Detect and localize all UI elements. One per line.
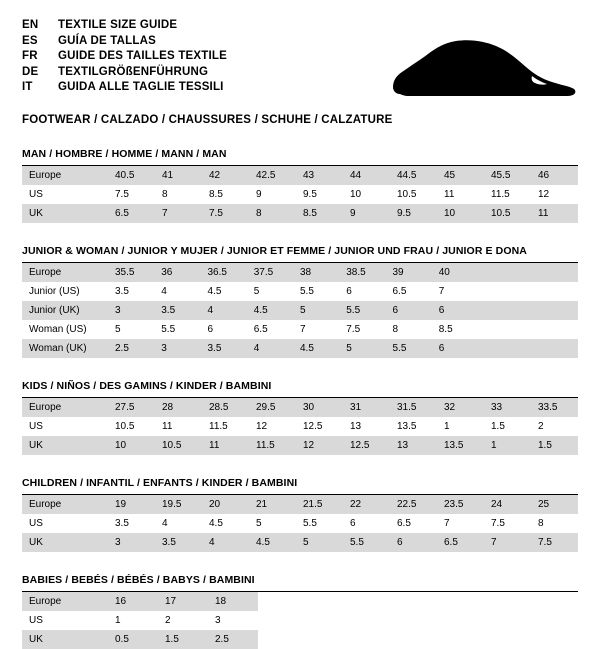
cell: 1 — [484, 436, 531, 455]
cell: 24 — [484, 495, 531, 514]
section-children — [22, 477, 578, 552]
cell: 11.5 — [202, 417, 249, 436]
table-row — [22, 282, 578, 301]
cell: 45.5 — [484, 166, 531, 185]
cell: 5.5 — [343, 533, 390, 552]
cell: 5 — [249, 514, 296, 533]
cell: 39 — [386, 263, 432, 282]
size-table-children — [22, 495, 578, 552]
cell: 30 — [296, 398, 343, 417]
language-title: GUÍA DE TALLAS — [58, 34, 156, 47]
row-label: US — [22, 417, 108, 436]
language-code: ES — [22, 34, 38, 47]
section-title: BABIES / BEBÉS / BÉBÉS / BABYS / BAMBINI — [22, 574, 578, 592]
cell-empty — [258, 630, 578, 649]
row-label: Europe — [22, 398, 108, 417]
cell: 8 — [155, 185, 202, 204]
cell-empty — [478, 339, 578, 358]
table-row — [22, 204, 578, 223]
cell: 1.5 — [531, 436, 578, 455]
cell: 2 — [531, 417, 578, 436]
cell: 44 — [343, 166, 390, 185]
language-code: DE — [22, 65, 39, 78]
language-title: TEXTILGRÖßENFÜHRUNG — [58, 65, 209, 78]
cell: 29.5 — [249, 398, 296, 417]
cell: 1.5 — [158, 630, 208, 649]
cell: 10 — [108, 436, 155, 455]
cell: 6 — [432, 339, 478, 358]
cell: 6 — [201, 320, 247, 339]
cell: 7 — [293, 320, 339, 339]
cell: 1 — [108, 611, 158, 630]
cell: 41 — [155, 166, 202, 185]
cell: 11.5 — [249, 436, 296, 455]
row-label: UK — [22, 630, 108, 649]
page-header — [22, 18, 578, 126]
table-row — [22, 436, 578, 455]
cell: 5.5 — [386, 339, 432, 358]
cell: 35.5 — [108, 263, 154, 282]
cell: 4 — [154, 282, 200, 301]
cell-empty — [258, 592, 578, 611]
cell: 40 — [432, 263, 478, 282]
row-label: US — [22, 611, 108, 630]
cell: 46 — [531, 166, 578, 185]
size-table-junior-woman — [22, 263, 578, 358]
size-table-man — [22, 166, 578, 223]
cell: 18 — [208, 592, 258, 611]
cell: 7.5 — [202, 204, 249, 223]
cell: 11 — [155, 417, 202, 436]
cell: 6.5 — [108, 204, 155, 223]
cell: 1 — [437, 417, 484, 436]
cell: 4.5 — [293, 339, 339, 358]
row-label: UK — [22, 436, 108, 455]
language-row — [22, 65, 227, 81]
table-row — [22, 398, 578, 417]
cell-empty — [258, 611, 578, 630]
cell-empty — [478, 282, 578, 301]
cell: 3 — [208, 611, 258, 630]
cell: 11 — [437, 185, 484, 204]
table-row — [22, 339, 578, 358]
section-kids — [22, 380, 578, 455]
cell: 42 — [202, 166, 249, 185]
row-label: Europe — [22, 263, 108, 282]
cell: 37.5 — [247, 263, 293, 282]
cell: 13.5 — [390, 417, 437, 436]
row-label: US — [22, 185, 108, 204]
cell: 3.5 — [108, 514, 155, 533]
cell: 43 — [296, 166, 343, 185]
cell: 7 — [155, 204, 202, 223]
cell: 11 — [531, 204, 578, 223]
cell: 12 — [531, 185, 578, 204]
cell: 4.5 — [201, 282, 247, 301]
cell: 19.5 — [155, 495, 202, 514]
cell: 45 — [437, 166, 484, 185]
cell: 5.5 — [293, 282, 339, 301]
cell: 7.5 — [484, 514, 531, 533]
cell: 44.5 — [390, 166, 437, 185]
section-title: CHILDREN / INFANTIL / ENFANTS / KINDER / BAMBINI — [22, 477, 578, 495]
section-title: JUNIOR & WOMAN / JUNIOR Y MUJER / JUNIOR ET FEMME / JUNIOR UND FRAU / JUNIOR E DONA — [22, 245, 578, 263]
cell: 7 — [484, 533, 531, 552]
cell: 21 — [249, 495, 296, 514]
cell: 10.5 — [108, 417, 155, 436]
row-label: UK — [22, 533, 108, 552]
cell: 32 — [437, 398, 484, 417]
cell: 6 — [343, 514, 390, 533]
language-code: EN — [22, 19, 39, 31]
dress-shoe-icon — [386, 38, 576, 102]
cell: 5.5 — [296, 514, 343, 533]
language-row — [22, 18, 227, 34]
cell: 8.5 — [296, 204, 343, 223]
table-row — [22, 185, 578, 204]
cell: 3 — [108, 533, 155, 552]
cell: 10.5 — [155, 436, 202, 455]
cell: 8 — [386, 320, 432, 339]
cell: 38.5 — [339, 263, 385, 282]
cell: 10.5 — [484, 204, 531, 223]
cell: 2 — [158, 611, 208, 630]
cell: 5 — [247, 282, 293, 301]
cell: 6.5 — [386, 282, 432, 301]
cell: 13 — [343, 417, 390, 436]
cell: 5.5 — [339, 301, 385, 320]
cell: 6 — [386, 301, 432, 320]
cell: 6.5 — [437, 533, 484, 552]
cell: 7.5 — [108, 185, 155, 204]
cell: 4 — [155, 514, 202, 533]
cell: 5 — [339, 339, 385, 358]
cell: 7.5 — [339, 320, 385, 339]
cell: 22 — [343, 495, 390, 514]
cell: 4.5 — [249, 533, 296, 552]
cell: 6.5 — [247, 320, 293, 339]
cell: 3 — [108, 301, 154, 320]
row-label: Woman (UK) — [22, 339, 108, 358]
table-row — [22, 263, 578, 282]
cell: 11.5 — [484, 185, 531, 204]
row-label: Woman (US) — [22, 320, 108, 339]
cell: 33.5 — [531, 398, 578, 417]
cell: 36.5 — [201, 263, 247, 282]
cell: 25 — [531, 495, 578, 514]
language-row — [22, 34, 227, 50]
row-label: Europe — [22, 592, 108, 611]
section-title: KIDS / NIÑOS / DES GAMINS / KINDER / BAMBINI — [22, 380, 578, 398]
row-label: Junior (US) — [22, 282, 108, 301]
section-babies — [22, 574, 578, 649]
row-label: UK — [22, 204, 108, 223]
cell: 6 — [339, 282, 385, 301]
cell: 3.5 — [155, 533, 202, 552]
cell: 5 — [293, 301, 339, 320]
cell: 13.5 — [437, 436, 484, 455]
table-row — [22, 611, 578, 630]
cell: 36 — [154, 263, 200, 282]
cell-empty — [478, 263, 578, 282]
cell: 7 — [437, 514, 484, 533]
cell: 10 — [437, 204, 484, 223]
cell: 40.5 — [108, 166, 155, 185]
cell: 8.5 — [202, 185, 249, 204]
cell: 22.5 — [390, 495, 437, 514]
size-table-kids — [22, 398, 578, 455]
table-row — [22, 592, 578, 611]
cell: 12 — [249, 417, 296, 436]
row-label: US — [22, 514, 108, 533]
cell: 2.5 — [208, 630, 258, 649]
row-label: Europe — [22, 495, 108, 514]
cell: 16 — [108, 592, 158, 611]
language-row — [22, 49, 227, 65]
cell: 33 — [484, 398, 531, 417]
cell: 20 — [202, 495, 249, 514]
language-code: IT — [22, 81, 33, 93]
language-title: GUIDE DES TAILLES TEXTILE — [58, 50, 227, 62]
cell: 8.5 — [432, 320, 478, 339]
cell: 6 — [390, 533, 437, 552]
cell: 4 — [202, 533, 249, 552]
section-man — [22, 148, 578, 223]
cell: 4.5 — [247, 301, 293, 320]
row-label: Europe — [22, 166, 108, 185]
cell: 28 — [155, 398, 202, 417]
language-title: GUIDA ALLE TAGLIE TESSILI — [58, 81, 224, 93]
cell: 9 — [249, 185, 296, 204]
language-title: TEXTILE SIZE GUIDE — [58, 19, 178, 31]
cell: 3 — [154, 339, 200, 358]
cell: 3.5 — [201, 339, 247, 358]
cell: 13 — [390, 436, 437, 455]
cell: 8 — [531, 514, 578, 533]
cell: 6 — [432, 301, 478, 320]
table-row — [22, 630, 578, 649]
section-title: MAN / HOMBRE / HOMME / MANN / MAN — [22, 148, 578, 166]
cell: 3.5 — [108, 282, 154, 301]
cell: 7 — [432, 282, 478, 301]
cell: 19 — [108, 495, 155, 514]
cell: 38 — [293, 263, 339, 282]
table-row — [22, 514, 578, 533]
cell: 2.5 — [108, 339, 154, 358]
cell: 27.5 — [108, 398, 155, 417]
language-row — [22, 80, 227, 96]
cell: 8 — [249, 204, 296, 223]
cell: 3.5 — [154, 301, 200, 320]
size-table-babies — [22, 592, 578, 649]
language-title-list — [22, 18, 227, 96]
cell: 11 — [202, 436, 249, 455]
cell: 10.5 — [390, 185, 437, 204]
section-junior-woman — [22, 245, 578, 358]
table-row — [22, 166, 578, 185]
cell: 4 — [247, 339, 293, 358]
cell: 1.5 — [484, 417, 531, 436]
cell: 10 — [343, 185, 390, 204]
cell: 9 — [343, 204, 390, 223]
cell: 12 — [296, 436, 343, 455]
cell: 12.5 — [296, 417, 343, 436]
cell: 4 — [201, 301, 247, 320]
category-heading: FOOTWEAR / CALZADO / CHAUSSURES / SCHUHE / CALZATURE — [22, 113, 393, 126]
table-row — [22, 320, 578, 339]
cell: 12.5 — [343, 436, 390, 455]
language-code: FR — [22, 50, 38, 62]
cell: 7.5 — [531, 533, 578, 552]
table-row — [22, 495, 578, 514]
cell: 31 — [343, 398, 390, 417]
cell-empty — [478, 320, 578, 339]
cell: 9.5 — [390, 204, 437, 223]
cell: 0.5 — [108, 630, 158, 649]
cell: 6.5 — [390, 514, 437, 533]
cell: 17 — [158, 592, 208, 611]
cell: 23.5 — [437, 495, 484, 514]
cell: 5 — [108, 320, 154, 339]
cell: 4.5 — [202, 514, 249, 533]
row-label: Junior (UK) — [22, 301, 108, 320]
cell: 42.5 — [249, 166, 296, 185]
cell: 28.5 — [202, 398, 249, 417]
table-row — [22, 533, 578, 552]
cell: 5.5 — [154, 320, 200, 339]
table-row — [22, 417, 578, 436]
table-row — [22, 301, 578, 320]
cell: 31.5 — [390, 398, 437, 417]
cell: 21.5 — [296, 495, 343, 514]
cell: 5 — [296, 533, 343, 552]
cell: 9.5 — [296, 185, 343, 204]
cell-empty — [478, 301, 578, 320]
language-title-rows — [22, 18, 227, 96]
